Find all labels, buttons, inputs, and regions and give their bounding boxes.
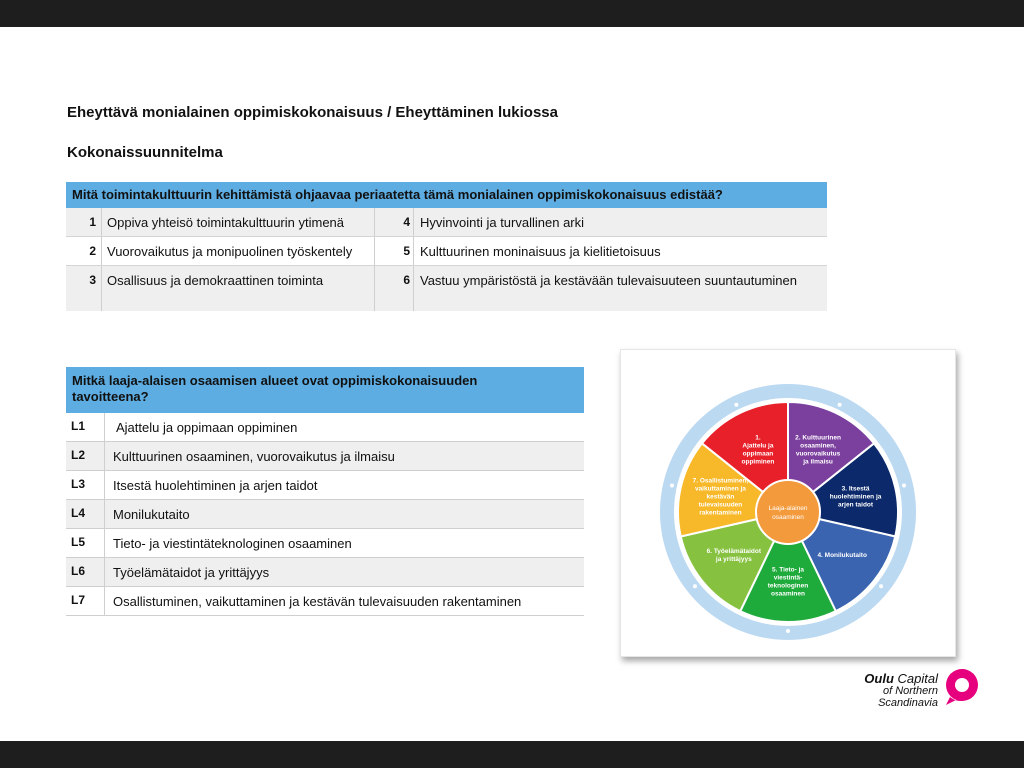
- wheel-center: [756, 480, 820, 544]
- wheel-segment-label-6: 6. Työelämätaidot ja yrittäjyys: [706, 548, 762, 564]
- page-subtitle: Kokonaissuunnitelma: [67, 144, 223, 161]
- row-text: Vastuu ympäristöstä ja kestävään tulevaisuuteen suuntautuminen: [420, 273, 797, 288]
- row-number: 2: [89, 244, 96, 258]
- principles-table: [66, 182, 827, 311]
- speech-bubble-logo-icon: [944, 667, 980, 707]
- wheel-segment-label-7: 7. Osallistuminen, vaikuttaminen ja kestävän tulevaisuuden rakentaminen: [692, 477, 749, 517]
- row-label: L4: [71, 506, 86, 520]
- top-bar: [0, 0, 1024, 27]
- wheel-segment-label-1: 1. Ajattelu ja oppimaan oppiminen: [741, 434, 775, 466]
- principles-table-header: Mitä toimintakulttuurin kehittämistä ohjaavaa periaatetta tämä monialainen oppimiskokonaisuus edistää?: [66, 182, 827, 208]
- row-number: 6: [403, 273, 410, 287]
- competence-table-header: Mitkä laaja-alaisen osaamisen alueet ovat oppimiskokonaisuuden tavoitteena?: [66, 367, 584, 413]
- row-text: Oppiva yhteisö toimintakulttuurin ytimenä: [107, 215, 345, 230]
- row-text: Kulttuurinen osaaminen, vuorovaikutus ja ilmaisu: [113, 449, 395, 464]
- wheel-segment-label-2: 2. Kulttuurinen osaaminen, vuorovaikutus ja ilmaisu: [795, 434, 841, 466]
- ring-arrow-dot: [670, 484, 674, 488]
- row-text: Työelämätaidot ja yrittäjyys: [113, 565, 270, 580]
- row-label: L2: [71, 448, 86, 462]
- ring-arrow-dot: [902, 484, 906, 488]
- row-label: L3: [71, 477, 86, 491]
- table-row: [66, 442, 584, 471]
- ring-arrow-dot: [879, 584, 883, 588]
- table-row: [66, 500, 584, 529]
- row-label: L6: [71, 564, 86, 578]
- table-row: [66, 471, 584, 500]
- row-number: 3: [89, 273, 96, 287]
- table-row: [66, 413, 584, 442]
- row-text: Kulttuurinen moninaisuus ja kielitietoisuus: [420, 244, 661, 259]
- table-row: [66, 529, 584, 558]
- row-number: 5: [403, 244, 410, 258]
- table-row: [66, 266, 827, 311]
- row-number: 4: [403, 215, 410, 229]
- wheel-segment-label-3: 3. Itsestä huolehtiminen ja arjen taidot: [829, 485, 882, 509]
- slide: [0, 27, 1024, 741]
- row-text: Ajattelu ja oppimaan oppiminen: [116, 420, 298, 435]
- bottom-bar: [0, 741, 1024, 768]
- ring-arrow-dot: [838, 403, 842, 407]
- wheel-center-label: osaaminen: [772, 514, 804, 521]
- ring-arrow-dot: [734, 403, 738, 407]
- row-text: Tieto- ja viestintäteknologinen osaaminen: [113, 536, 352, 551]
- row-text: Osallistuminen, vaikuttaminen ja kestävän tulevaisuuden rakentaminen: [113, 594, 522, 609]
- row-label: L1: [71, 419, 86, 433]
- row-label: L5: [71, 535, 86, 549]
- row-text: Hyvinvointi ja turvallinen arki: [420, 215, 585, 230]
- wheel-center-label: Laaja-alainen: [768, 505, 808, 512]
- ring-arrow-dot: [786, 629, 790, 633]
- row-label: L7: [71, 593, 86, 607]
- table-row: [66, 558, 584, 587]
- row-text: Monilukutaito: [113, 507, 190, 522]
- row-text: Osallisuus ja demokraattinen toiminta: [107, 273, 324, 288]
- page-title: Eheyttävä monialainen oppimiskokonaisuus / Eheyttäminen lukiossa: [67, 104, 558, 121]
- table-row: [66, 208, 827, 237]
- oulu-logo: Oulu Capital of Northern Scandinavia: [868, 667, 988, 712]
- competence-wheel-image: [620, 349, 956, 657]
- wheel-segment-label-4: 4. Monilukutaito: [817, 552, 867, 560]
- row-text: Itsestä huolehtiminen ja arjen taidot: [113, 478, 318, 493]
- row-text: Vuorovaikutus ja monipuolinen työskentely: [107, 244, 353, 259]
- ring-arrow-dot: [693, 584, 697, 588]
- row-number: 1: [89, 215, 96, 229]
- table-row: [66, 587, 584, 616]
- competence-table: [66, 367, 584, 616]
- table-row: [66, 237, 827, 266]
- competence-wheel-diagram: [621, 350, 955, 656]
- wheel-segment-label-5: 5. Tieto- ja viestintä-teknologinen osaaminen: [767, 566, 809, 598]
